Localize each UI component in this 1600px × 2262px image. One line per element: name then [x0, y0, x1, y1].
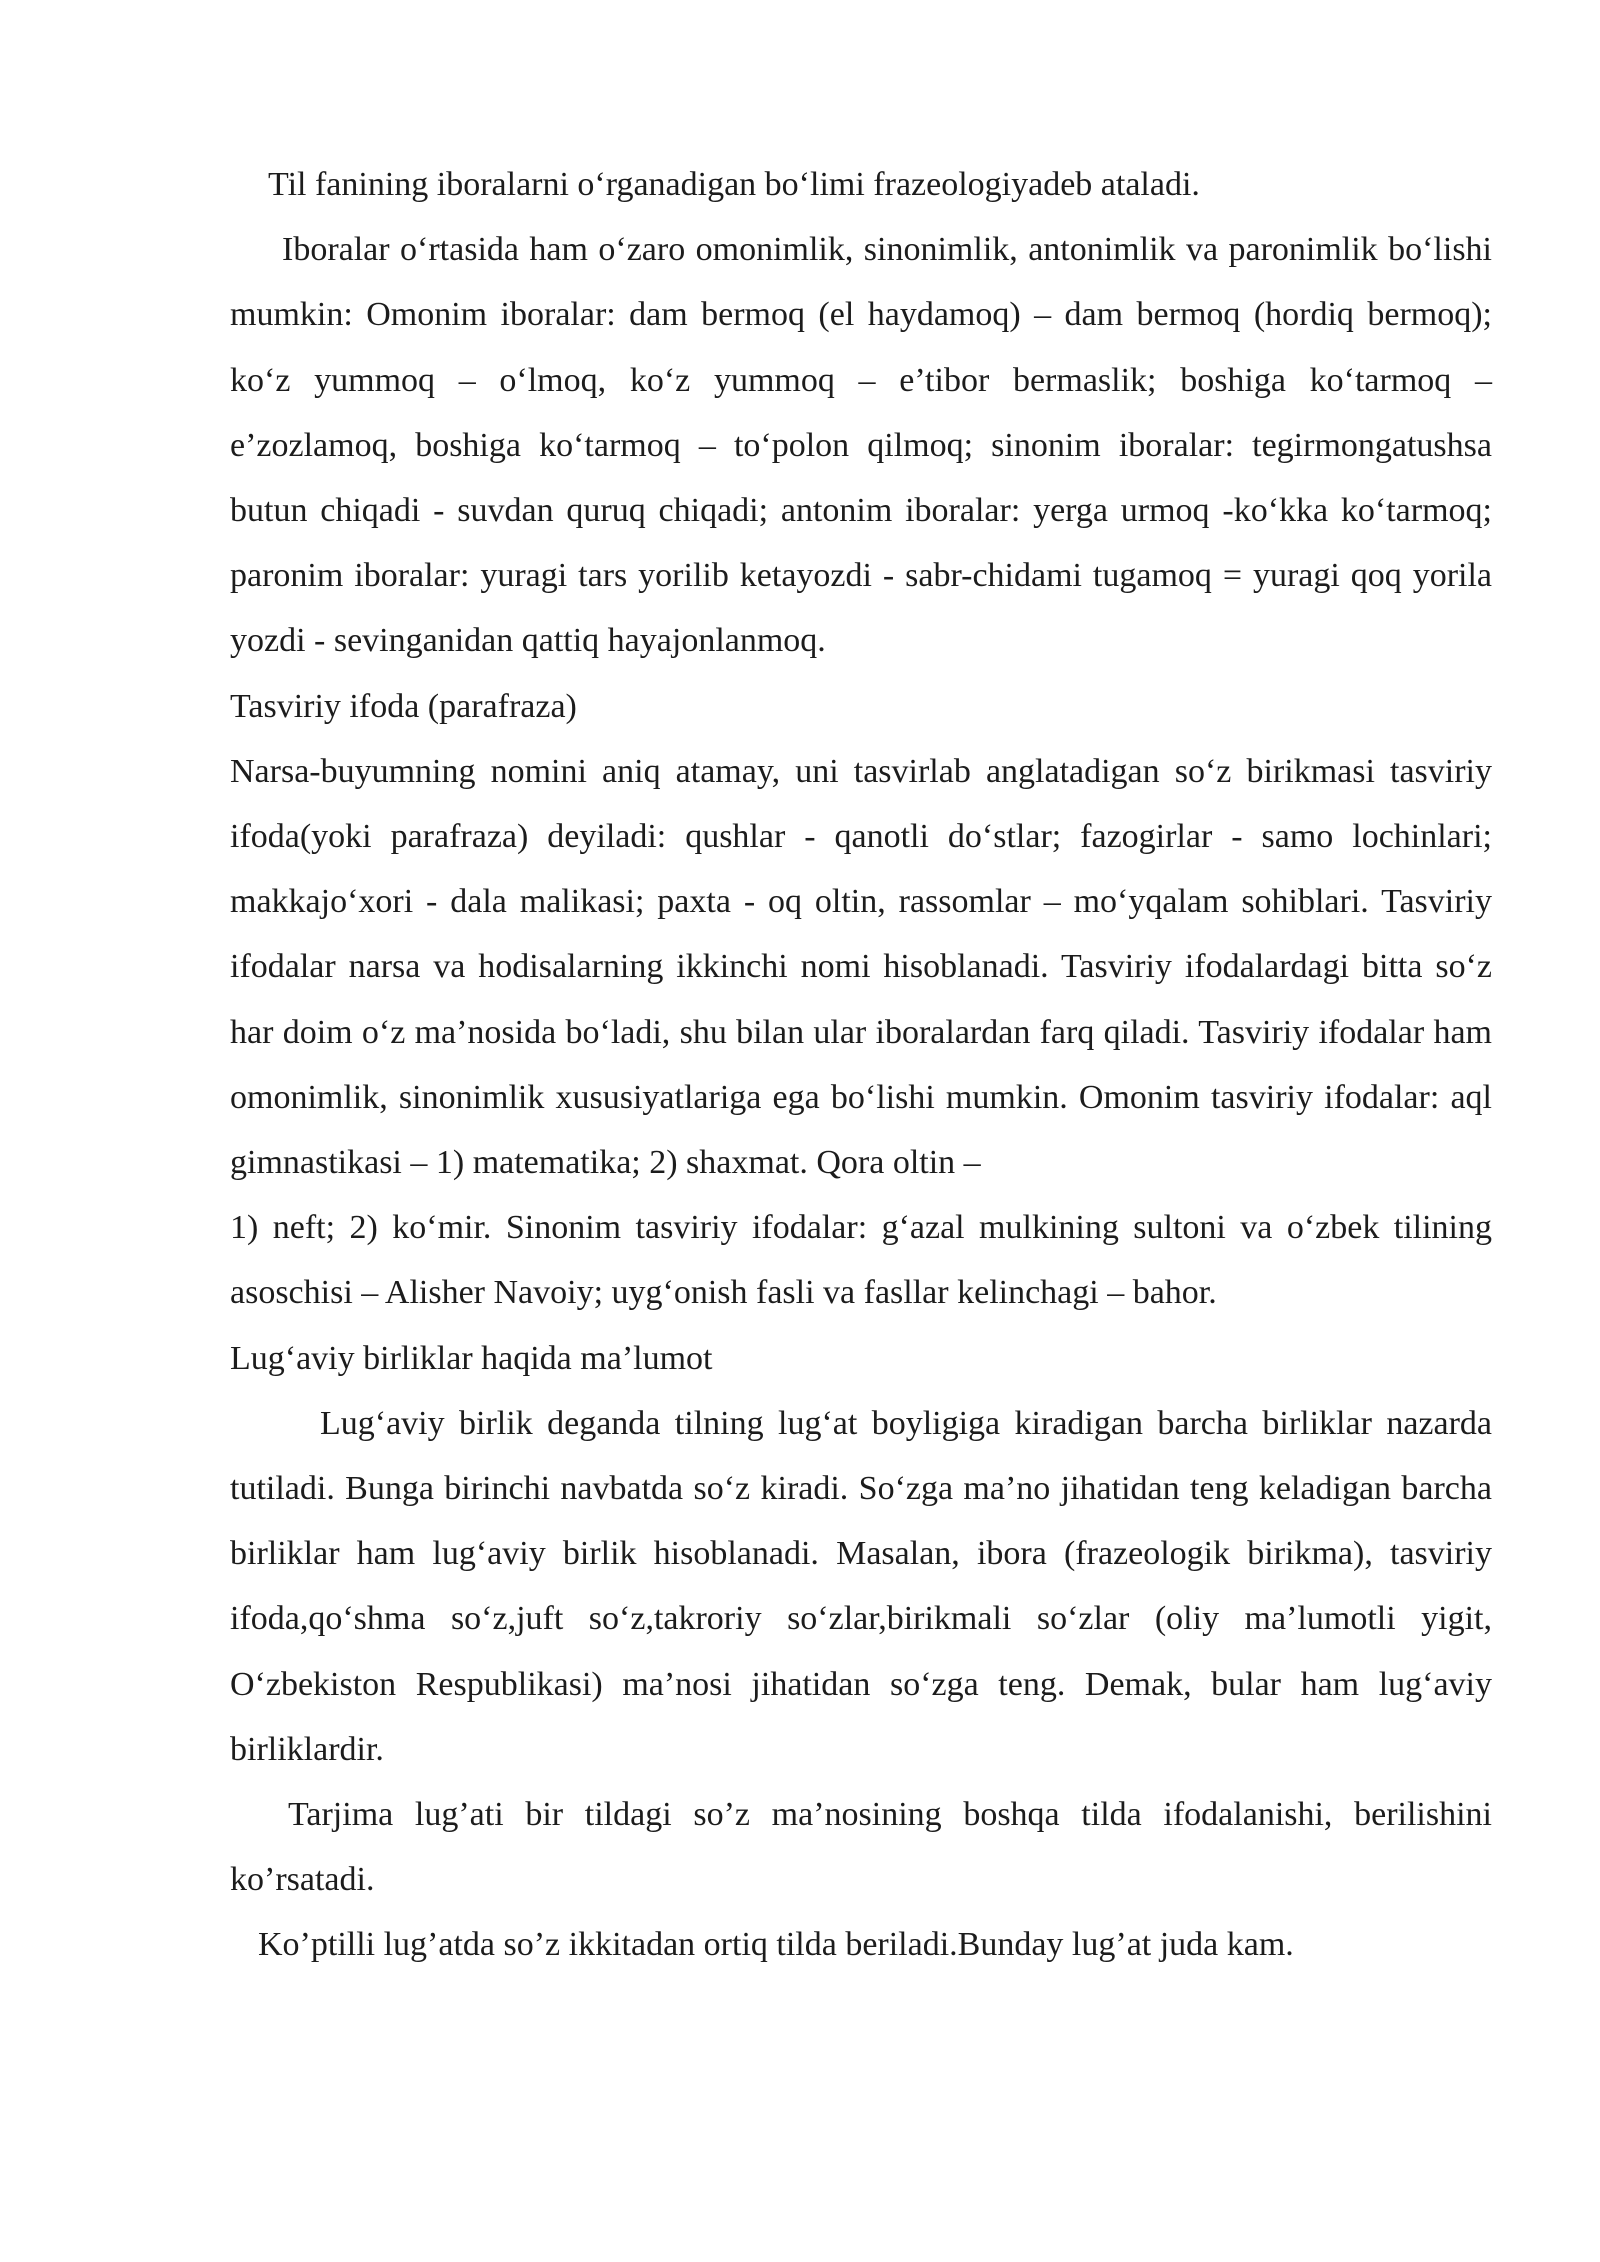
paragraph-frazeologiya-definition: Til fanining iboralarni o‘rganadigan bo‘limi frazeologiyadeb ataladi. — [268, 166, 1200, 203]
paragraph-lugaviy-birlik: Lug‘aviy birlik deganda tilning lug‘at boyligiga kiradigan barcha birliklar nazarda tutiladi. Bunga birinchi navbatda so‘z kiradi. So‘zga ma’no jihatidan teng keladigan barcha birliklar ham lug‘aviy birlik hisoblanadi. Masalan, ibora (frazeologik birikma), tasviriy ifoda,qo‘shma so‘z,juft so‘z,takroriy so‘zlar,birikmali so‘zlar (oliy ma’lumotli yigit, O‘zbekiston Respublikasi) ma’nosi jihatidan so‘zga teng. Demak, bular ham lug‘aviy birliklardir. — [230, 1404, 1492, 1768]
paragraph-tarjima-lugati: Tarjima lug’ati bir tildagi so’z ma’nosining boshqa tilda ifodalanishi, berilishini ko’rsatadi. — [230, 1796, 1492, 1899]
section-heading-lugaviy-birliklar: Lug‘aviy birliklar haqida ma’lumot — [230, 1339, 713, 1377]
paragraph-iboralar-relations: Iboralar o‘rtasida ham o‘zaro omonimlik, sinonimlik, antonimlik va paronimlik bo‘lishi mumkin: Omonim iboralar: dam bermoq (el haydamoq) – dam bermoq (hordiq bermoq); ko‘z yummoq – o‘lmoq, ko‘z yummoq – e’tibor bermaslik; boshiga ko‘tarmoq – e’zozlamoq, boshiga ko‘tarmoq – to‘polon qilmoq; sinonim iboralar: tegirmongatushsa butun chiqadi - suvdan quruq chiqadi; antonim iboralar: yerga urmoq -ko‘kka ko‘tarmoq; paronim iboralar: yuragi tars yorilib ketayozdi - sabr-chidami tugamoq = yuragi qoq yorila yozdi - sevinganidan qattiq hayajonlanmoq. — [230, 231, 1492, 660]
paragraph-tasviriy-ifoda: Narsa-buyumning nomini aniq atamay, uni tasvirlab anglatadigan so‘z birikmasi tasviriy ifoda(yoki parafraza) deyiladi: qushlar - qanotli do‘stlar; fazogirlar - samo lochinlari; makkajo‘xori - dala malikasi; paxta - oq oltin, rassomlar – mo‘yqalam sohiblari. Tasviriy ifodalar narsa va hodisalarning ikkinchi nomi hisoblanadi. Tasviriy ifodalardagi bitta so‘z har doim o‘z ma’nosida bo‘ladi, shu bilan ular iboralardan farq qiladi. Tasviriy ifodalar ham omonimlik, sinonimlik xususiyatlariga ega bo‘lishi mumkin. Omonim tasviriy ifodalar: aql gimnastikasi – 1) matematika; 2) shaxmat. Qora oltin – — [230, 752, 1492, 1182]
paragraph-tasviriy-ifoda-examples: 1) neft; 2) ko‘mir. Sinonim tasviriy ifodalar: g‘azal mulkining sultoni va o‘zbek tilining asoschisi – Alisher Navoiy; uyg‘onish fasli va fasllar kelinchagi – bahor. — [230, 1209, 1492, 1312]
section-heading-tasviriy-ifoda: Tasviriy ifoda (parafraza) — [230, 687, 577, 725]
paragraph-koptilli-lugat: Ko’ptilli lug’atda so’z ikkitadan ortiq tilda beriladi.Bunday lug’at juda kam. — [258, 1926, 1294, 1964]
document-body — [230, 152, 1492, 1978]
